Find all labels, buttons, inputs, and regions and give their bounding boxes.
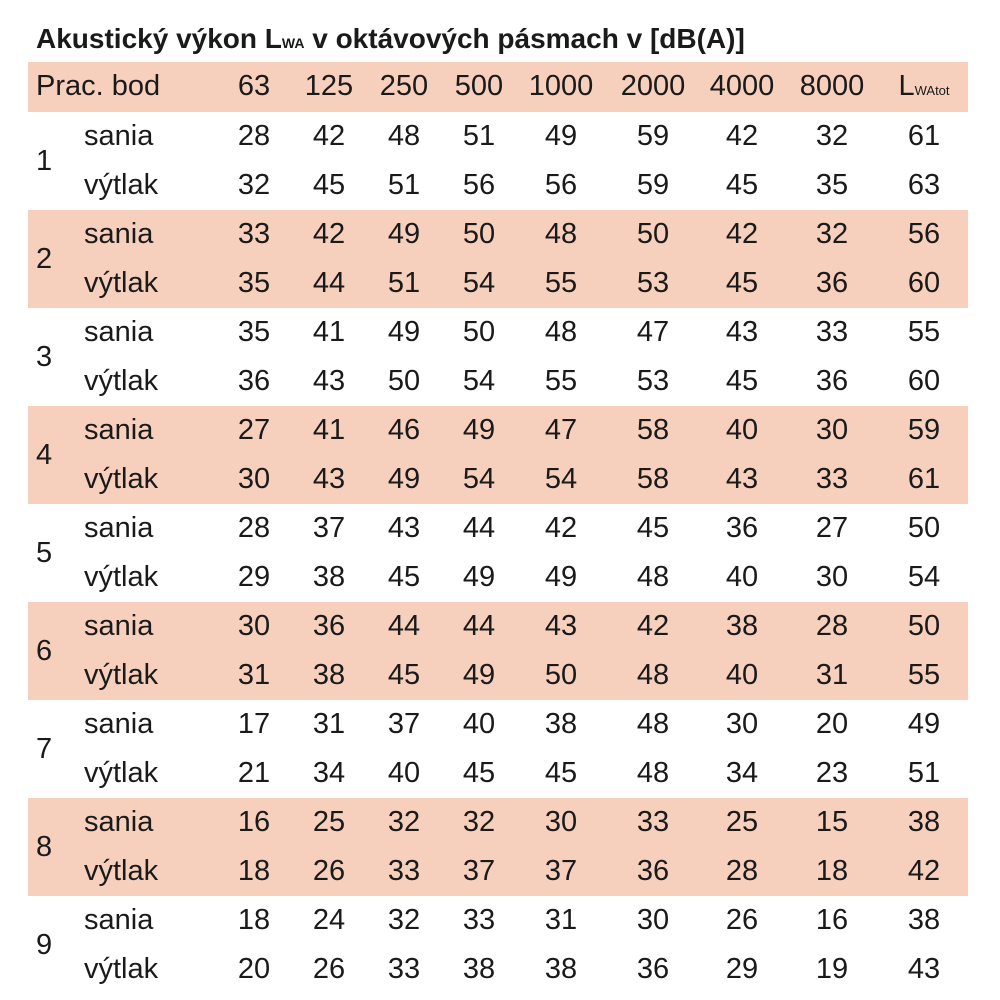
band-value: 43 bbox=[387, 512, 421, 544]
band-value: 48 bbox=[544, 218, 578, 250]
band-value: 32 bbox=[237, 169, 271, 201]
band-value: 50 bbox=[636, 218, 670, 250]
band-value: 20 bbox=[237, 953, 271, 985]
band-value: 45 bbox=[387, 561, 421, 593]
band-value: 34 bbox=[725, 757, 759, 789]
row-type: výtlak bbox=[84, 659, 159, 691]
table-row bbox=[0, 112, 1000, 161]
table-row bbox=[0, 700, 1000, 749]
band-value: 46 bbox=[387, 414, 421, 446]
band-value: 16 bbox=[815, 904, 849, 936]
row-type: sania bbox=[84, 218, 154, 250]
band-value: 47 bbox=[636, 316, 670, 348]
band-value: 28 bbox=[237, 120, 271, 152]
band-value: 50 bbox=[387, 365, 421, 397]
table-row bbox=[0, 847, 1000, 896]
table-row bbox=[0, 308, 1000, 357]
row-type: výtlak bbox=[84, 953, 159, 985]
band-value: 16 bbox=[237, 806, 271, 838]
total-value: 42 bbox=[907, 855, 941, 887]
point-number: 3 bbox=[36, 341, 53, 373]
band-value: 32 bbox=[387, 806, 421, 838]
band-value: 18 bbox=[237, 904, 271, 936]
header-band-1000: 1000 bbox=[528, 70, 594, 102]
band-value: 26 bbox=[312, 953, 346, 985]
band-value: 48 bbox=[636, 757, 670, 789]
total-value: 61 bbox=[907, 120, 941, 152]
table-row bbox=[0, 749, 1000, 798]
table-row bbox=[0, 945, 1000, 994]
header-band-250: 250 bbox=[379, 70, 429, 102]
row-type: sania bbox=[84, 512, 154, 544]
table-row bbox=[0, 798, 1000, 847]
band-value: 45 bbox=[636, 512, 670, 544]
header-total bbox=[898, 62, 949, 115]
band-value: 36 bbox=[636, 953, 670, 985]
band-value: 28 bbox=[725, 855, 759, 887]
band-value: 44 bbox=[462, 512, 496, 544]
total-value: 60 bbox=[907, 267, 941, 299]
band-value: 50 bbox=[462, 218, 496, 250]
total-value: 55 bbox=[907, 316, 941, 348]
total-value: 49 bbox=[907, 708, 941, 740]
row-type: sania bbox=[84, 414, 154, 446]
total-value: 56 bbox=[907, 218, 941, 250]
band-value: 28 bbox=[815, 610, 849, 642]
total-value: 43 bbox=[907, 953, 941, 985]
row-type: výtlak bbox=[84, 365, 159, 397]
band-value: 58 bbox=[636, 463, 670, 495]
band-value: 30 bbox=[237, 610, 271, 642]
row-type: výtlak bbox=[84, 463, 159, 495]
band-value: 42 bbox=[544, 512, 578, 544]
band-value: 56 bbox=[462, 169, 496, 201]
row-type: sania bbox=[84, 708, 154, 740]
table-row bbox=[0, 602, 1000, 651]
band-value: 30 bbox=[815, 561, 849, 593]
table-row bbox=[0, 259, 1000, 308]
title-prefix: Akustický výkon L bbox=[36, 23, 282, 54]
band-value: 56 bbox=[544, 169, 578, 201]
band-value: 38 bbox=[462, 953, 496, 985]
band-value: 35 bbox=[815, 169, 849, 201]
band-value: 48 bbox=[636, 561, 670, 593]
total-value: 63 bbox=[907, 169, 941, 201]
band-value: 19 bbox=[815, 953, 849, 985]
row-type: výtlak bbox=[84, 267, 159, 299]
row-type: sania bbox=[84, 806, 154, 838]
band-value: 36 bbox=[815, 365, 849, 397]
band-value: 43 bbox=[312, 365, 346, 397]
band-value: 48 bbox=[544, 316, 578, 348]
band-value: 51 bbox=[462, 120, 496, 152]
row-type: výtlak bbox=[84, 561, 159, 593]
band-value: 44 bbox=[462, 610, 496, 642]
header-total-sub: WAtot bbox=[914, 83, 950, 98]
band-value: 43 bbox=[725, 463, 759, 495]
band-value: 40 bbox=[725, 561, 759, 593]
band-value: 54 bbox=[462, 463, 496, 495]
header-band-4000: 4000 bbox=[709, 70, 775, 102]
total-value: 38 bbox=[907, 806, 941, 838]
total-value: 54 bbox=[907, 561, 941, 593]
row-type: sania bbox=[84, 904, 154, 936]
band-value: 42 bbox=[312, 218, 346, 250]
band-value: 32 bbox=[815, 218, 849, 250]
band-value: 41 bbox=[312, 316, 346, 348]
band-value: 36 bbox=[815, 267, 849, 299]
band-value: 25 bbox=[725, 806, 759, 838]
band-value: 55 bbox=[544, 267, 578, 299]
band-value: 45 bbox=[725, 169, 759, 201]
band-value: 53 bbox=[636, 365, 670, 397]
band-value: 45 bbox=[544, 757, 578, 789]
band-value: 32 bbox=[387, 904, 421, 936]
band-value: 43 bbox=[725, 316, 759, 348]
band-value: 54 bbox=[544, 463, 578, 495]
band-value: 33 bbox=[462, 904, 496, 936]
band-value: 20 bbox=[815, 708, 849, 740]
total-value: 51 bbox=[907, 757, 941, 789]
band-value: 24 bbox=[312, 904, 346, 936]
band-value: 30 bbox=[544, 806, 578, 838]
band-value: 36 bbox=[725, 512, 759, 544]
band-value: 54 bbox=[462, 365, 496, 397]
band-value: 44 bbox=[387, 610, 421, 642]
total-value: 50 bbox=[907, 512, 941, 544]
band-value: 26 bbox=[725, 904, 759, 936]
header-band-63: 63 bbox=[237, 70, 271, 102]
point-number: 9 bbox=[36, 929, 53, 961]
band-value: 42 bbox=[725, 218, 759, 250]
row-type: výtlak bbox=[84, 855, 159, 887]
band-value: 40 bbox=[725, 414, 759, 446]
band-value: 43 bbox=[544, 610, 578, 642]
point-number: 7 bbox=[36, 733, 53, 765]
band-value: 37 bbox=[387, 708, 421, 740]
band-value: 34 bbox=[312, 757, 346, 789]
band-value: 31 bbox=[237, 659, 271, 691]
band-value: 27 bbox=[815, 512, 849, 544]
row-type: sania bbox=[84, 316, 154, 348]
band-value: 30 bbox=[725, 708, 759, 740]
total-value: 55 bbox=[907, 659, 941, 691]
band-value: 38 bbox=[312, 561, 346, 593]
band-value: 58 bbox=[636, 414, 670, 446]
table-row bbox=[0, 406, 1000, 455]
row-type: sania bbox=[84, 120, 154, 152]
band-value: 49 bbox=[544, 120, 578, 152]
band-value: 29 bbox=[725, 953, 759, 985]
band-value: 48 bbox=[636, 708, 670, 740]
band-value: 18 bbox=[237, 855, 271, 887]
band-value: 49 bbox=[462, 659, 496, 691]
header-band-500: 500 bbox=[454, 70, 504, 102]
band-value: 51 bbox=[387, 267, 421, 299]
band-value: 49 bbox=[387, 463, 421, 495]
band-value: 35 bbox=[237, 267, 271, 299]
table-row bbox=[0, 357, 1000, 406]
band-value: 15 bbox=[815, 806, 849, 838]
band-value: 41 bbox=[312, 414, 346, 446]
point-number: 2 bbox=[36, 243, 53, 275]
band-value: 53 bbox=[636, 267, 670, 299]
table-row bbox=[0, 504, 1000, 553]
band-value: 47 bbox=[544, 414, 578, 446]
band-value: 40 bbox=[387, 757, 421, 789]
point-number: 1 bbox=[36, 145, 53, 177]
band-value: 30 bbox=[636, 904, 670, 936]
band-value: 23 bbox=[815, 757, 849, 789]
band-value: 42 bbox=[725, 120, 759, 152]
band-value: 33 bbox=[815, 463, 849, 495]
table-row bbox=[0, 553, 1000, 602]
table-row bbox=[0, 161, 1000, 210]
band-value: 49 bbox=[387, 316, 421, 348]
band-value: 33 bbox=[636, 806, 670, 838]
header-band-125: 125 bbox=[304, 70, 354, 102]
table-title bbox=[36, 22, 745, 60]
band-value: 48 bbox=[387, 120, 421, 152]
header-band-8000: 8000 bbox=[799, 70, 865, 102]
band-value: 48 bbox=[636, 659, 670, 691]
band-value: 44 bbox=[312, 267, 346, 299]
band-value: 45 bbox=[725, 267, 759, 299]
band-value: 40 bbox=[725, 659, 759, 691]
total-value: 38 bbox=[907, 904, 941, 936]
band-value: 49 bbox=[387, 218, 421, 250]
band-value: 31 bbox=[815, 659, 849, 691]
row-type: výtlak bbox=[84, 757, 159, 789]
band-value: 38 bbox=[544, 708, 578, 740]
header-band-2000: 2000 bbox=[620, 70, 686, 102]
band-value: 55 bbox=[544, 365, 578, 397]
band-value: 33 bbox=[387, 855, 421, 887]
header-label: Prac. bod bbox=[36, 70, 161, 102]
band-value: 36 bbox=[312, 610, 346, 642]
table-row bbox=[0, 651, 1000, 700]
band-value: 31 bbox=[544, 904, 578, 936]
band-value: 30 bbox=[237, 463, 271, 495]
table-row bbox=[0, 896, 1000, 945]
band-value: 36 bbox=[636, 855, 670, 887]
band-value: 32 bbox=[815, 120, 849, 152]
band-value: 29 bbox=[237, 561, 271, 593]
band-value: 45 bbox=[462, 757, 496, 789]
band-value: 59 bbox=[636, 120, 670, 152]
band-value: 37 bbox=[544, 855, 578, 887]
band-value: 30 bbox=[815, 414, 849, 446]
band-value: 49 bbox=[462, 561, 496, 593]
band-value: 49 bbox=[544, 561, 578, 593]
band-value: 40 bbox=[462, 708, 496, 740]
title-subscript: WA bbox=[281, 35, 305, 51]
band-value: 42 bbox=[636, 610, 670, 642]
band-value: 37 bbox=[462, 855, 496, 887]
band-value: 50 bbox=[544, 659, 578, 691]
table-row bbox=[0, 210, 1000, 259]
band-value: 37 bbox=[312, 512, 346, 544]
point-number: 4 bbox=[36, 439, 53, 471]
band-value: 27 bbox=[237, 414, 271, 446]
band-value: 17 bbox=[237, 708, 271, 740]
band-value: 25 bbox=[312, 806, 346, 838]
band-value: 38 bbox=[544, 953, 578, 985]
header-total-main: L bbox=[898, 70, 915, 102]
band-value: 18 bbox=[815, 855, 849, 887]
total-value: 60 bbox=[907, 365, 941, 397]
band-value: 28 bbox=[237, 512, 271, 544]
band-value: 26 bbox=[312, 855, 346, 887]
band-value: 43 bbox=[312, 463, 346, 495]
row-type: výtlak bbox=[84, 169, 159, 201]
band-value: 38 bbox=[725, 610, 759, 642]
band-value: 35 bbox=[237, 316, 271, 348]
band-value: 50 bbox=[462, 316, 496, 348]
table-row bbox=[0, 455, 1000, 504]
point-number: 5 bbox=[36, 537, 53, 569]
band-value: 54 bbox=[462, 267, 496, 299]
header-row bbox=[0, 62, 1000, 111]
band-value: 31 bbox=[312, 708, 346, 740]
band-value: 45 bbox=[387, 659, 421, 691]
total-value: 50 bbox=[907, 610, 941, 642]
band-value: 38 bbox=[312, 659, 346, 691]
title-suffix: v oktávových pásmach v [dB(A)] bbox=[304, 23, 745, 54]
row-type: sania bbox=[84, 610, 154, 642]
band-value: 21 bbox=[237, 757, 271, 789]
band-value: 32 bbox=[462, 806, 496, 838]
band-value: 49 bbox=[462, 414, 496, 446]
band-value: 33 bbox=[237, 218, 271, 250]
band-value: 33 bbox=[387, 953, 421, 985]
band-value: 42 bbox=[312, 120, 346, 152]
band-value: 36 bbox=[237, 365, 271, 397]
band-value: 33 bbox=[815, 316, 849, 348]
band-value: 59 bbox=[636, 169, 670, 201]
band-value: 45 bbox=[312, 169, 346, 201]
band-value: 51 bbox=[387, 169, 421, 201]
total-value: 59 bbox=[907, 414, 941, 446]
point-number: 8 bbox=[36, 831, 53, 863]
band-value: 45 bbox=[725, 365, 759, 397]
total-value: 61 bbox=[907, 463, 941, 495]
point-number: 6 bbox=[36, 635, 53, 667]
